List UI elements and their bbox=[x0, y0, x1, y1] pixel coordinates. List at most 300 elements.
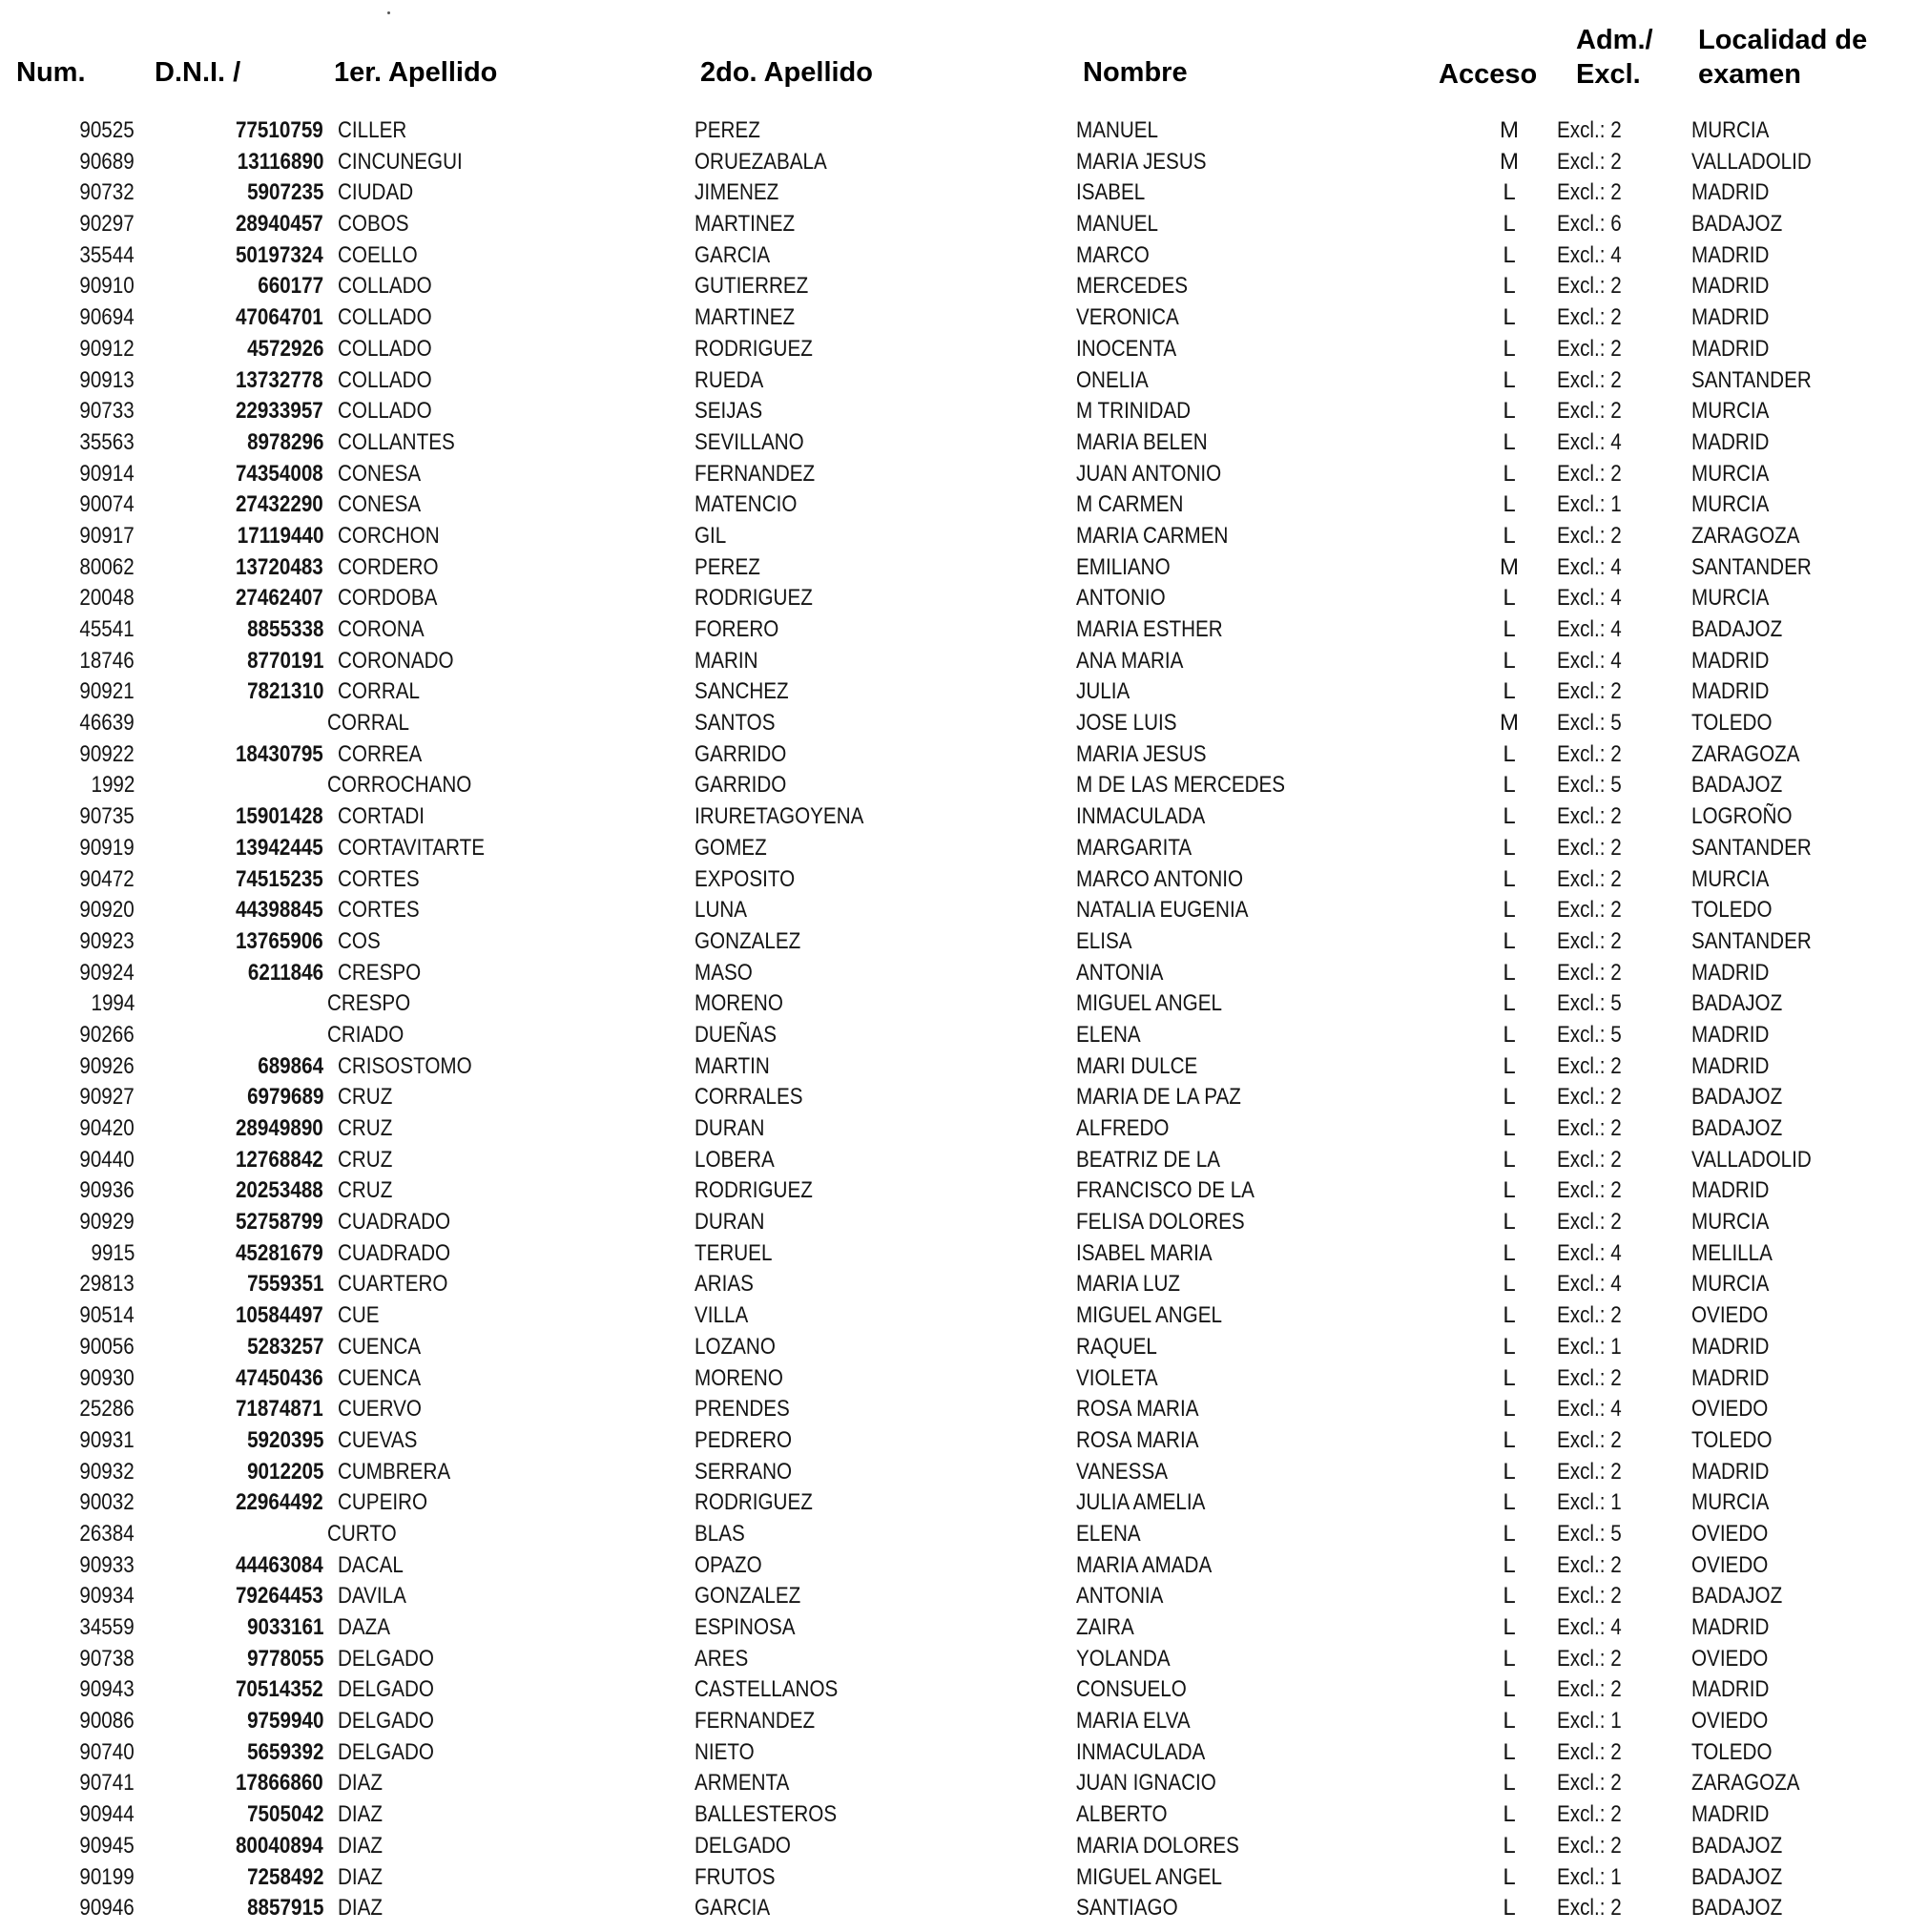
row-acceso: L bbox=[1503, 1271, 1516, 1298]
row-apellido2: MARTINEZ bbox=[695, 211, 796, 238]
row-admexcl: Excl.: 2 bbox=[1557, 1177, 1622, 1204]
row-num: 90420 bbox=[79, 1115, 135, 1141]
row-localidad: MADRID bbox=[1691, 1021, 1770, 1048]
table-row bbox=[0, 396, 1908, 427]
row-admexcl: Excl.: 2 bbox=[1557, 148, 1622, 175]
row-apellido2: MASO bbox=[695, 959, 753, 986]
row-dni: 47064701 bbox=[236, 304, 323, 331]
row-num: 90914 bbox=[79, 460, 135, 487]
header-localidad-line1: Localidad de bbox=[1698, 25, 1868, 55]
row-apellido2: DURAN bbox=[695, 1115, 765, 1141]
row-apellido2: LOBERA bbox=[695, 1146, 775, 1173]
row-acceso: L bbox=[1503, 678, 1516, 705]
row-admexcl: Excl.: 2 bbox=[1557, 1551, 1622, 1578]
row-apellido2: SANCHEZ bbox=[695, 678, 789, 705]
table-row bbox=[0, 489, 1908, 521]
row-dni: 7821310 bbox=[246, 678, 323, 705]
row-apellido2: BALLESTEROS bbox=[695, 1801, 838, 1828]
header-admexcl bbox=[1576, 23, 1653, 92]
row-dni: 22933957 bbox=[236, 398, 323, 425]
row-apellido2: GOMEZ bbox=[695, 834, 767, 861]
header-apellido2: 2do. Apellido bbox=[700, 57, 873, 88]
row-admexcl: Excl.: 2 bbox=[1557, 1364, 1622, 1391]
row-num: 90933 bbox=[79, 1551, 135, 1578]
row-localidad: SANTANDER bbox=[1691, 553, 1812, 580]
row-localidad: BADAJOZ bbox=[1691, 772, 1783, 799]
row-apellido2: GIL bbox=[695, 522, 727, 549]
row-apellido2: RODRIGUEZ bbox=[695, 585, 813, 612]
row-num: 90944 bbox=[79, 1801, 135, 1828]
table-row bbox=[0, 365, 1908, 397]
row-num: 35544 bbox=[79, 241, 135, 268]
row-nombre: MARGARITA bbox=[1076, 834, 1192, 861]
row-nombre: ANA MARIA bbox=[1076, 647, 1184, 674]
stray-dot bbox=[387, 11, 390, 14]
table-row bbox=[0, 926, 1908, 958]
row-localidad: OVIEDO bbox=[1691, 1708, 1769, 1735]
row-dni: 13765906 bbox=[236, 927, 323, 954]
row-apellido1: CONESA bbox=[338, 460, 422, 487]
row-nombre: MARIA AMADA bbox=[1076, 1551, 1213, 1578]
row-apellido2: GARRIDO bbox=[695, 740, 787, 767]
row-nombre: MIGUEL ANGEL bbox=[1076, 1863, 1222, 1890]
row-acceso: L bbox=[1503, 1426, 1516, 1453]
row-admexcl: Excl.: 4 bbox=[1557, 1271, 1622, 1298]
row-apellido2: RODRIGUEZ bbox=[695, 1177, 813, 1204]
row-num: 90920 bbox=[79, 897, 135, 924]
row-admexcl: Excl.: 2 bbox=[1557, 803, 1622, 830]
row-admexcl: Excl.: 6 bbox=[1557, 211, 1622, 238]
row-num: 90921 bbox=[79, 678, 135, 705]
table-row bbox=[0, 1768, 1908, 1799]
row-num: 45541 bbox=[79, 616, 135, 642]
row-apellido2: DURAN bbox=[695, 1209, 765, 1236]
row-dni: 52758799 bbox=[236, 1209, 323, 1236]
table-row bbox=[0, 521, 1908, 552]
row-apellido2: TERUEL bbox=[695, 1239, 773, 1266]
row-admexcl: Excl.: 2 bbox=[1557, 273, 1622, 300]
row-nombre: MARIA JESUS bbox=[1076, 740, 1207, 767]
header-dni: D.N.I. / bbox=[155, 57, 241, 88]
row-apellido1: CORONA bbox=[338, 616, 425, 642]
row-apellido2: FERNANDEZ bbox=[695, 460, 816, 487]
row-dni: 8978296 bbox=[246, 428, 323, 455]
row-acceso: L bbox=[1503, 1645, 1516, 1672]
table-row bbox=[0, 801, 1908, 833]
row-num: 29813 bbox=[79, 1271, 135, 1298]
row-apellido2: SANTOS bbox=[695, 710, 776, 737]
row-nombre: M TRINIDAD bbox=[1076, 398, 1192, 425]
row-localidad: MADRID bbox=[1691, 179, 1770, 206]
row-localidad: MADRID bbox=[1691, 1177, 1770, 1204]
candidate-list bbox=[0, 115, 1908, 1924]
row-dni: 28940457 bbox=[236, 211, 323, 238]
row-apellido2: MORENO bbox=[695, 1364, 783, 1391]
row-nombre: M DE LAS MERCEDES bbox=[1076, 772, 1286, 799]
row-nombre: ROSA MARIA bbox=[1076, 1396, 1199, 1423]
row-admexcl: Excl.: 5 bbox=[1557, 1520, 1622, 1547]
row-dni: 44398845 bbox=[236, 897, 323, 924]
row-nombre: ALBERTO bbox=[1076, 1801, 1168, 1828]
row-apellido1: DAZA bbox=[338, 1614, 391, 1640]
row-acceso: L bbox=[1503, 1239, 1516, 1266]
row-num: 90946 bbox=[79, 1895, 135, 1922]
row-acceso: L bbox=[1503, 1583, 1516, 1610]
row-num: 1994 bbox=[91, 990, 135, 1017]
row-apellido2: GONZALEZ bbox=[695, 1583, 801, 1610]
row-apellido1: CORDOBA bbox=[338, 585, 438, 612]
row-nombre: MARIA JESUS bbox=[1076, 148, 1207, 175]
row-admexcl: Excl.: 5 bbox=[1557, 772, 1622, 799]
table-row bbox=[0, 1300, 1908, 1332]
table-row bbox=[0, 895, 1908, 926]
row-acceso: L bbox=[1503, 1396, 1516, 1423]
row-admexcl: Excl.: 5 bbox=[1557, 990, 1622, 1017]
row-num: 90919 bbox=[79, 834, 135, 861]
row-nombre: MARIA ELVA bbox=[1076, 1708, 1191, 1735]
row-apellido2: PEREZ bbox=[695, 117, 760, 143]
row-admexcl: Excl.: 4 bbox=[1557, 241, 1622, 268]
row-localidad: MADRID bbox=[1691, 1614, 1770, 1640]
row-acceso: L bbox=[1503, 1052, 1516, 1079]
row-localidad: MADRID bbox=[1691, 335, 1770, 362]
row-num: 90032 bbox=[79, 1489, 135, 1516]
row-apellido1: CUADRADO bbox=[338, 1209, 451, 1236]
table-row bbox=[0, 614, 1908, 646]
row-admexcl: Excl.: 2 bbox=[1557, 117, 1622, 143]
row-num: 90924 bbox=[79, 959, 135, 986]
row-localidad: TOLEDO bbox=[1691, 1738, 1773, 1765]
row-acceso: L bbox=[1503, 1801, 1516, 1828]
row-nombre: M CARMEN bbox=[1076, 491, 1184, 518]
table-row bbox=[0, 1113, 1908, 1145]
header-acceso: Acceso bbox=[1439, 59, 1538, 90]
row-apellido2: PRENDES bbox=[695, 1396, 790, 1423]
row-dni: 13732778 bbox=[236, 366, 323, 393]
row-apellido2: RODRIGUEZ bbox=[695, 335, 813, 362]
row-admexcl: Excl.: 2 bbox=[1557, 1458, 1622, 1485]
row-admexcl: Excl.: 2 bbox=[1557, 834, 1622, 861]
row-num: 90514 bbox=[79, 1302, 135, 1329]
row-admexcl: Excl.: 2 bbox=[1557, 522, 1622, 549]
row-nombre: ELISA bbox=[1076, 927, 1132, 954]
row-num: 25286 bbox=[79, 1396, 135, 1423]
row-admexcl: Excl.: 2 bbox=[1557, 1801, 1622, 1828]
row-acceso: L bbox=[1503, 1770, 1516, 1797]
table-row bbox=[0, 427, 1908, 459]
row-nombre: ONELIA bbox=[1076, 366, 1149, 393]
row-dni: 8855338 bbox=[246, 616, 323, 642]
table-row bbox=[0, 1612, 1908, 1644]
row-localidad: TOLEDO bbox=[1691, 710, 1773, 737]
row-apellido2: GARCIA bbox=[695, 241, 771, 268]
row-apellido1: CORCHON bbox=[338, 522, 440, 549]
row-apellido2: DELGADO bbox=[695, 1832, 791, 1859]
row-apellido1: DELGADO bbox=[338, 1676, 434, 1703]
row-acceso: L bbox=[1503, 335, 1516, 362]
row-dni: 13942445 bbox=[236, 834, 323, 861]
row-acceso: L bbox=[1503, 1708, 1516, 1735]
row-apellido1: CORTES bbox=[338, 897, 420, 924]
row-apellido1: DIAZ bbox=[338, 1832, 384, 1859]
row-apellido1: CORTES bbox=[338, 865, 420, 892]
table-row bbox=[0, 334, 1908, 365]
row-num: 90741 bbox=[79, 1770, 135, 1797]
row-num: 90735 bbox=[79, 803, 135, 830]
row-acceso: L bbox=[1503, 897, 1516, 924]
row-apellido2: PEDRERO bbox=[695, 1426, 793, 1453]
row-nombre: JULIA AMELIA bbox=[1076, 1489, 1206, 1516]
row-num: 90945 bbox=[79, 1832, 135, 1859]
row-nombre: JULIA bbox=[1076, 678, 1130, 705]
row-num: 20048 bbox=[79, 585, 135, 612]
row-num: 90936 bbox=[79, 1177, 135, 1204]
row-localidad: MADRID bbox=[1691, 1676, 1770, 1703]
row-apellido1: DIAZ bbox=[338, 1801, 384, 1828]
row-apellido2: FRUTOS bbox=[695, 1863, 776, 1890]
row-acceso: L bbox=[1503, 460, 1516, 487]
row-num: 90472 bbox=[79, 865, 135, 892]
row-nombre: MARIA ESTHER bbox=[1076, 616, 1223, 642]
row-acceso: L bbox=[1503, 1614, 1516, 1640]
row-num: 90689 bbox=[79, 148, 135, 175]
row-acceso: L bbox=[1503, 179, 1516, 206]
header-localidad-line2: examen bbox=[1698, 59, 1802, 90]
row-nombre: ANTONIA bbox=[1076, 959, 1164, 986]
row-apellido1: CUADRADO bbox=[338, 1239, 451, 1266]
row-acceso: L bbox=[1503, 865, 1516, 892]
row-apellido1: CRUZ bbox=[338, 1146, 393, 1173]
row-localidad: OVIEDO bbox=[1691, 1302, 1769, 1329]
row-apellido1: CURTO bbox=[327, 1520, 397, 1547]
table-row bbox=[0, 1051, 1908, 1083]
table-row bbox=[0, 1457, 1908, 1488]
table-row bbox=[0, 958, 1908, 989]
row-localidad: BADAJOZ bbox=[1691, 1895, 1783, 1922]
row-admexcl: Excl.: 2 bbox=[1557, 366, 1622, 393]
row-nombre: ISABEL MARIA bbox=[1076, 1239, 1213, 1266]
row-dni: 12768842 bbox=[236, 1146, 323, 1173]
table-row bbox=[0, 1737, 1908, 1769]
row-num: 90199 bbox=[79, 1863, 135, 1890]
row-acceso: L bbox=[1503, 304, 1516, 331]
row-dni: 50197324 bbox=[236, 241, 323, 268]
row-dni: 80040894 bbox=[236, 1832, 323, 1859]
row-apellido1: CUMBRERA bbox=[338, 1458, 451, 1485]
row-apellido1: DIAZ bbox=[338, 1770, 384, 1797]
row-apellido2: GARRIDO bbox=[695, 772, 787, 799]
row-apellido1: COBOS bbox=[338, 211, 409, 238]
row-acceso: L bbox=[1503, 1333, 1516, 1360]
row-localidad: BADAJOZ bbox=[1691, 1084, 1783, 1111]
row-apellido2: MARTINEZ bbox=[695, 304, 796, 331]
row-apellido1: CIUDAD bbox=[338, 179, 414, 206]
row-apellido2: NIETO bbox=[695, 1738, 755, 1765]
row-admexcl: Excl.: 2 bbox=[1557, 179, 1622, 206]
row-dni: 17866860 bbox=[236, 1770, 323, 1797]
header-admexcl-line1: Adm./ bbox=[1576, 25, 1653, 55]
row-num: 1992 bbox=[91, 772, 135, 799]
row-localidad: BADAJOZ bbox=[1691, 1832, 1783, 1859]
row-admexcl: Excl.: 4 bbox=[1557, 1396, 1622, 1423]
row-acceso: M bbox=[1500, 710, 1519, 737]
row-apellido2: SEVILLANO bbox=[695, 428, 804, 455]
row-nombre: MARIA DE LA PAZ bbox=[1076, 1084, 1241, 1111]
table-row bbox=[0, 1581, 1908, 1612]
row-num: 90086 bbox=[79, 1708, 135, 1735]
row-acceso: L bbox=[1503, 241, 1516, 268]
row-localidad: MURCIA bbox=[1691, 491, 1770, 518]
table-row bbox=[0, 1238, 1908, 1270]
row-num: 90910 bbox=[79, 273, 135, 300]
row-apellido2: RUEDA bbox=[695, 366, 764, 393]
row-num: 90927 bbox=[79, 1084, 135, 1111]
row-nombre: NATALIA EUGENIA bbox=[1076, 897, 1249, 924]
row-apellido2: MATENCIO bbox=[695, 491, 798, 518]
row-acceso: L bbox=[1503, 959, 1516, 986]
row-nombre: INOCENTA bbox=[1076, 335, 1177, 362]
row-nombre: ANTONIO bbox=[1076, 585, 1166, 612]
row-admexcl: Excl.: 2 bbox=[1557, 1738, 1622, 1765]
table-row bbox=[0, 1363, 1908, 1395]
row-nombre: MIGUEL ANGEL bbox=[1076, 990, 1222, 1017]
row-apellido1: CORTADI bbox=[338, 803, 425, 830]
row-admexcl: Excl.: 5 bbox=[1557, 1021, 1622, 1048]
row-nombre: ELENA bbox=[1076, 1520, 1141, 1547]
table-row bbox=[0, 1706, 1908, 1737]
row-apellido1: CUERVO bbox=[338, 1396, 422, 1423]
row-apellido1: CILLER bbox=[338, 117, 407, 143]
row-nombre: JOSE LUIS bbox=[1076, 710, 1177, 737]
row-admexcl: Excl.: 2 bbox=[1557, 1146, 1622, 1173]
header-num: Num. bbox=[16, 57, 86, 88]
row-nombre: ISABEL bbox=[1076, 179, 1146, 206]
row-nombre: JUAN IGNACIO bbox=[1076, 1770, 1216, 1797]
row-apellido1: CUARTERO bbox=[338, 1271, 448, 1298]
row-num: 90740 bbox=[79, 1738, 135, 1765]
row-apellido2: EXPOSITO bbox=[695, 865, 796, 892]
row-apellido1: CUENCA bbox=[338, 1333, 422, 1360]
table-row bbox=[0, 115, 1908, 147]
row-dni: 45281679 bbox=[236, 1239, 323, 1266]
row-dni: 71874871 bbox=[236, 1396, 323, 1423]
row-dni: 27462407 bbox=[236, 585, 323, 612]
row-localidad: BADAJOZ bbox=[1691, 1583, 1783, 1610]
row-acceso: L bbox=[1503, 1738, 1516, 1765]
row-apellido2: CASTELLANOS bbox=[695, 1676, 839, 1703]
row-dni: 10584497 bbox=[236, 1302, 323, 1329]
row-dni: 689864 bbox=[258, 1052, 323, 1079]
row-apellido2: SEIJAS bbox=[695, 398, 763, 425]
table-row bbox=[0, 302, 1908, 334]
table-row bbox=[0, 864, 1908, 896]
row-apellido1: DAVILA bbox=[338, 1583, 406, 1610]
row-admexcl: Excl.: 2 bbox=[1557, 1084, 1622, 1111]
table-row bbox=[0, 1082, 1908, 1113]
row-dni: 22964492 bbox=[236, 1489, 323, 1516]
table-row bbox=[0, 1332, 1908, 1363]
table-row bbox=[0, 988, 1908, 1020]
row-acceso: L bbox=[1503, 1551, 1516, 1578]
row-acceso: L bbox=[1503, 1084, 1516, 1111]
row-nombre: INMACULADA bbox=[1076, 1738, 1206, 1765]
row-dni: 74515235 bbox=[236, 865, 323, 892]
row-localidad: OVIEDO bbox=[1691, 1520, 1769, 1547]
row-apellido1: CRIADO bbox=[327, 1021, 404, 1048]
row-admexcl: Excl.: 1 bbox=[1557, 1708, 1622, 1735]
row-localidad: MADRID bbox=[1691, 647, 1770, 674]
row-admexcl: Excl.: 4 bbox=[1557, 1614, 1622, 1640]
table-row bbox=[0, 459, 1908, 490]
row-apellido1: CUE bbox=[338, 1302, 380, 1329]
row-admexcl: Excl.: 2 bbox=[1557, 1770, 1622, 1797]
row-dni: 28949890 bbox=[236, 1115, 323, 1141]
row-localidad: MADRID bbox=[1691, 304, 1770, 331]
table-row bbox=[0, 833, 1908, 864]
table-row bbox=[0, 209, 1908, 240]
table-row bbox=[0, 708, 1908, 739]
row-num: 90917 bbox=[79, 522, 135, 549]
table-row bbox=[0, 1175, 1908, 1207]
row-localidad: VALLADOLID bbox=[1691, 1146, 1812, 1173]
row-acceso: L bbox=[1503, 366, 1516, 393]
row-apellido2: PEREZ bbox=[695, 553, 760, 580]
row-admexcl: Excl.: 5 bbox=[1557, 710, 1622, 737]
row-admexcl: Excl.: 2 bbox=[1557, 740, 1622, 767]
row-acceso: L bbox=[1503, 273, 1516, 300]
row-dni: 5920395 bbox=[246, 1426, 323, 1453]
row-localidad: SANTANDER bbox=[1691, 834, 1812, 861]
row-acceso: L bbox=[1503, 927, 1516, 954]
row-nombre: MARCO ANTONIO bbox=[1076, 865, 1244, 892]
row-admexcl: Excl.: 2 bbox=[1557, 1645, 1622, 1672]
row-num: 46639 bbox=[79, 710, 135, 737]
row-admexcl: Excl.: 4 bbox=[1557, 585, 1622, 612]
row-acceso: L bbox=[1503, 1115, 1516, 1141]
table-row bbox=[0, 147, 1908, 178]
header-apellido1: 1er. Apellido bbox=[334, 57, 498, 88]
row-apellido2: BLAS bbox=[695, 1520, 745, 1547]
row-apellido2: GARCIA bbox=[695, 1895, 771, 1922]
row-localidad: MURCIA bbox=[1691, 865, 1770, 892]
table-row bbox=[0, 1207, 1908, 1238]
row-localidad: MADRID bbox=[1691, 959, 1770, 986]
table-row bbox=[0, 1893, 1908, 1924]
row-nombre: BEATRIZ DE LA bbox=[1076, 1146, 1221, 1173]
row-nombre: MERCEDES bbox=[1076, 273, 1188, 300]
row-localidad: MURCIA bbox=[1691, 1209, 1770, 1236]
row-dni: 8857915 bbox=[246, 1895, 323, 1922]
row-dni: 47450436 bbox=[236, 1364, 323, 1391]
row-num: 35563 bbox=[79, 428, 135, 455]
row-localidad: MURCIA bbox=[1691, 398, 1770, 425]
table-row bbox=[0, 1145, 1908, 1176]
table-row bbox=[0, 177, 1908, 209]
header-nombre: Nombre bbox=[1083, 57, 1188, 88]
row-localidad: MADRID bbox=[1691, 273, 1770, 300]
row-localidad: MURCIA bbox=[1691, 585, 1770, 612]
row-acceso: L bbox=[1503, 834, 1516, 861]
row-apellido2: SERRANO bbox=[695, 1458, 793, 1485]
row-localidad: MURCIA bbox=[1691, 1271, 1770, 1298]
row-admexcl: Excl.: 4 bbox=[1557, 428, 1622, 455]
table-row bbox=[0, 739, 1908, 771]
row-dni: 6211846 bbox=[247, 959, 323, 986]
row-acceso: M bbox=[1500, 553, 1519, 580]
row-apellido2: MARIN bbox=[695, 647, 758, 674]
row-num: 34559 bbox=[79, 1614, 135, 1640]
row-acceso: L bbox=[1503, 772, 1516, 799]
